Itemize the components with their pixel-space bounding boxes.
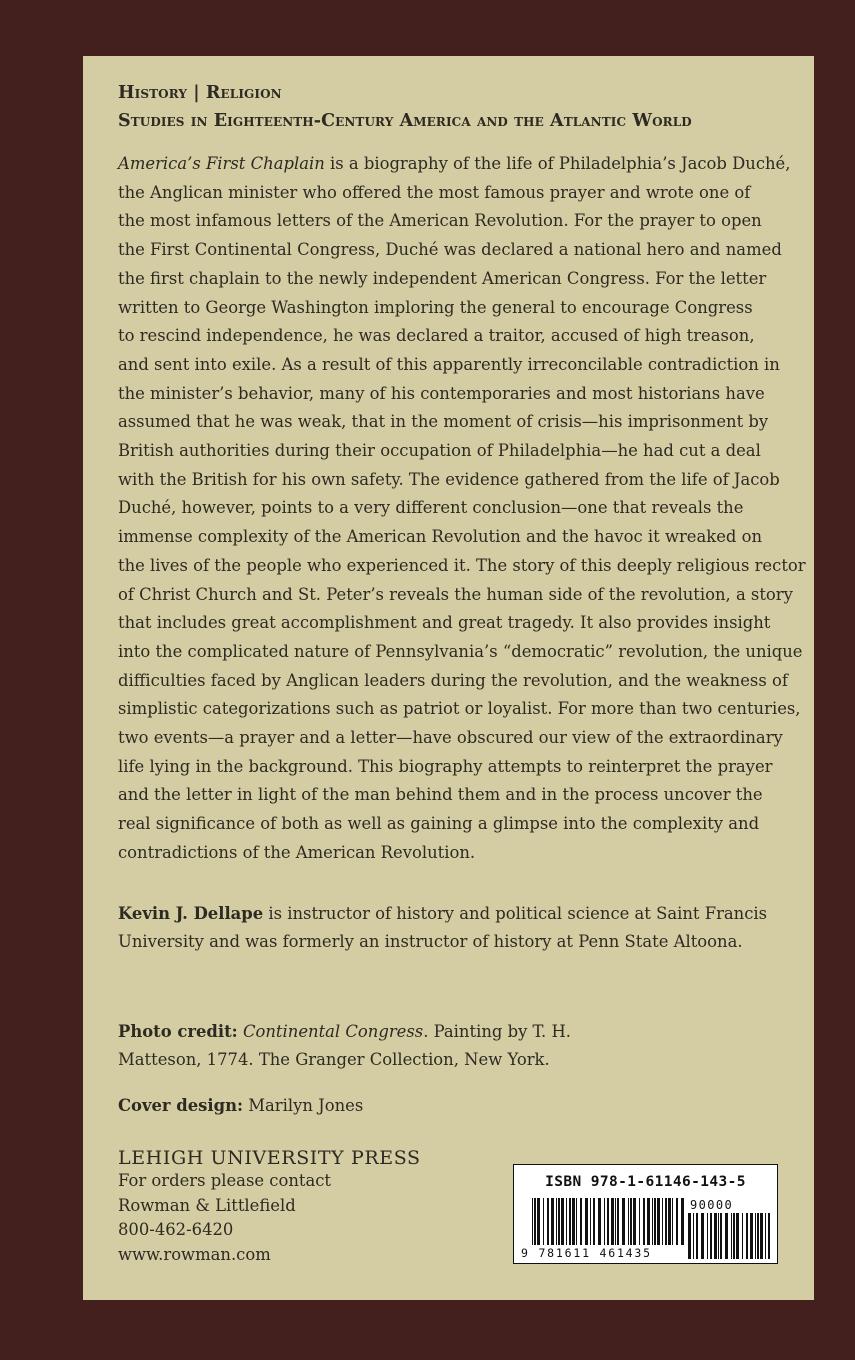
barcode-bar — [604, 1198, 605, 1245]
barcode-bar — [534, 1198, 536, 1245]
cover-design-label: Cover design: — [118, 1096, 244, 1115]
publisher-line: For orders please contact — [118, 1171, 331, 1190]
description-line: America’s First Chaplain is a biography of the life of Philadelphia’s Jacob Duché, — [118, 154, 791, 173]
description-line: the lives of the people who experienced it. The story of this deeply religious rector — [118, 555, 806, 575]
isbn-label: ISBN 978-1-61146-143-5 — [545, 1174, 746, 1190]
barcode-bar — [665, 1198, 667, 1245]
description-line: assumed that he was weak, that in the moment of crisis—his imprisonment by — [118, 412, 769, 432]
barcode-bar — [742, 1213, 743, 1259]
publisher-phone: 800-462-6420 — [118, 1220, 234, 1239]
barcode-bar — [701, 1213, 704, 1259]
barcode-bar — [566, 1198, 567, 1245]
description-line: the most infamous letters of the American Revolution. For the prayer to open — [118, 211, 762, 231]
photo-credit-label: Photo credit: — [118, 1022, 238, 1041]
photo-credit: Photo credit: Continental Congress. Painting by T. H. Matteson, 1774. The Granger Collection, New York. — [118, 1022, 571, 1069]
price-code: 90000 — [690, 1198, 734, 1212]
barcode-bar — [681, 1198, 684, 1245]
barcode-bar — [750, 1213, 753, 1259]
barcode-bar — [580, 1198, 582, 1245]
description-line: contradictions of the American Revolution. — [118, 842, 476, 862]
description-line: the Anglican minister who offered the most famous prayer and wrote one of — [118, 182, 751, 202]
description-line: two events—a prayer and a letter—have obscured our view of the extraordinary — [118, 728, 783, 748]
barcode-bar — [572, 1198, 575, 1245]
description-line: difficulties faced by Anglican leaders during the revolution, and the weakness of — [118, 670, 788, 690]
barcode-bar — [672, 1198, 673, 1245]
description-line: and sent into exile. As a result of this apparently irreconcilable contradiction in — [118, 354, 780, 374]
barcode-bar — [585, 1198, 588, 1245]
barcode-bar — [569, 1198, 571, 1245]
publisher-line: Rowman & Littlefield — [118, 1195, 296, 1215]
cover-design-credit — [118, 1096, 798, 1115]
description-line: the First Continental Congress, Duché was declared a national hero and named — [118, 240, 782, 260]
category-heading: History | Religion — [118, 83, 282, 103]
barcode-bar — [657, 1198, 660, 1245]
barcode-bar — [576, 1198, 577, 1245]
barcode-bar — [547, 1198, 549, 1245]
barcode-bar — [688, 1213, 691, 1259]
barcode-bar — [736, 1213, 739, 1259]
barcode-bar — [598, 1198, 601, 1245]
description-line: with the British for his own safety. The evidence gathered from the life of Jacob — [118, 469, 780, 489]
barcode-bar — [628, 1198, 629, 1245]
book-title: America’s First Chaplain — [118, 154, 325, 173]
series-heading: Studies in Eighteenth-Century America and the Atlantic World — [118, 111, 692, 131]
description-line: written to George Washington imploring the general to encourage Congress — [118, 297, 753, 317]
barcode-bar — [611, 1198, 614, 1245]
author-bio: Kevin J. Dellape is instructor of history and political science at Saint Francis University and was formerly an instructor of history at Penn State Altoona. — [118, 904, 768, 951]
barcode-bar — [693, 1213, 694, 1259]
barcode-bar — [718, 1213, 719, 1259]
description-line: simplistic categorizations such as patriot or loyalist. For more than two centuries, — [118, 699, 801, 719]
barcode-bar — [714, 1213, 717, 1259]
description-line: British authorities during their occupation of Philadelphia—he had cut a deal — [118, 441, 761, 461]
cover-designer: Marilyn Jones — [243, 1096, 364, 1115]
painting-title: Continental Congress — [242, 1022, 424, 1041]
book-description — [118, 150, 806, 868]
barcode-bar — [643, 1198, 645, 1245]
barcode-bar — [755, 1213, 756, 1259]
barcode-bar — [532, 1198, 533, 1245]
ean-digits: 9 781611 461435 — [521, 1246, 652, 1260]
barcode-bar — [590, 1198, 591, 1245]
barcode-bar — [551, 1198, 554, 1245]
description-line: the first chaplain to the newly independent American Congress. For the letter — [118, 268, 767, 288]
barcode-bar — [746, 1213, 748, 1259]
description-line: to rescind independence, he was declared a traitor, accused of high treason, — [118, 326, 755, 346]
barcode-bar — [760, 1213, 763, 1259]
barcode-bar — [757, 1213, 759, 1259]
barcode-bar — [676, 1198, 678, 1245]
barcode-bar — [647, 1198, 650, 1245]
barcode-bar — [556, 1198, 557, 1245]
barcode-bar — [720, 1213, 722, 1259]
barcode-bar — [537, 1198, 540, 1245]
barcode-bar — [707, 1213, 708, 1259]
publisher-website: www.rowman.com — [118, 1244, 271, 1264]
barcode-bar — [593, 1198, 595, 1245]
barcode-bar — [607, 1198, 609, 1245]
description-line: Duché, however, points to a very different conclusion—one that reveals the — [118, 498, 744, 518]
description-line: of Christ Church and St. Peter’s reveals the human side of the revolution, a story — [118, 584, 793, 604]
barcode-bar — [615, 1198, 616, 1245]
barcode-bar — [558, 1198, 560, 1245]
description-line: that includes great accomplishment and great tragedy. It also provides insight — [118, 613, 771, 633]
barcode-bar — [696, 1213, 698, 1259]
barcode-bar — [765, 1213, 766, 1259]
description-line: life lying in the background. This biography attempts to reinterpret the prayer — [118, 756, 773, 776]
barcode-bar — [654, 1198, 656, 1245]
description-line: immense complexity of the American Revolution and the havoc it wreaked on — [118, 527, 763, 547]
barcode-bar — [768, 1213, 770, 1259]
publisher-name: LEHIGH UNIVERSITY PRESS — [118, 1147, 421, 1169]
barcode-bar — [617, 1198, 619, 1245]
barcode-bar — [710, 1213, 712, 1259]
author-name: Kevin J. Dellape — [118, 904, 264, 923]
description-line: the minister’s behavior, many of his contemporaries and most historians have — [118, 383, 765, 403]
barcode-bar — [733, 1213, 735, 1259]
barcode-bar — [630, 1198, 632, 1245]
description-line: into the complicated nature of Pennsylvania’s “democratic” revolution, the unique — [118, 641, 803, 661]
isbn-barcode — [513, 1164, 778, 1264]
barcode-bar — [561, 1198, 564, 1245]
barcode-bar — [731, 1213, 732, 1259]
barcode-bar — [652, 1198, 653, 1245]
barcode-bar — [622, 1198, 625, 1245]
barcode-bar — [725, 1213, 728, 1259]
barcode-bar — [639, 1198, 640, 1245]
barcode-bar — [633, 1198, 636, 1245]
description-line: real significance of both as well as gaining a glimpse into the complexity and — [118, 814, 760, 834]
barcode-bar — [662, 1198, 663, 1245]
barcode-bar — [668, 1198, 671, 1245]
description-line: and the letter in light of the man behind them and in the process uncover the — [118, 785, 763, 805]
barcode-bar — [543, 1198, 544, 1245]
